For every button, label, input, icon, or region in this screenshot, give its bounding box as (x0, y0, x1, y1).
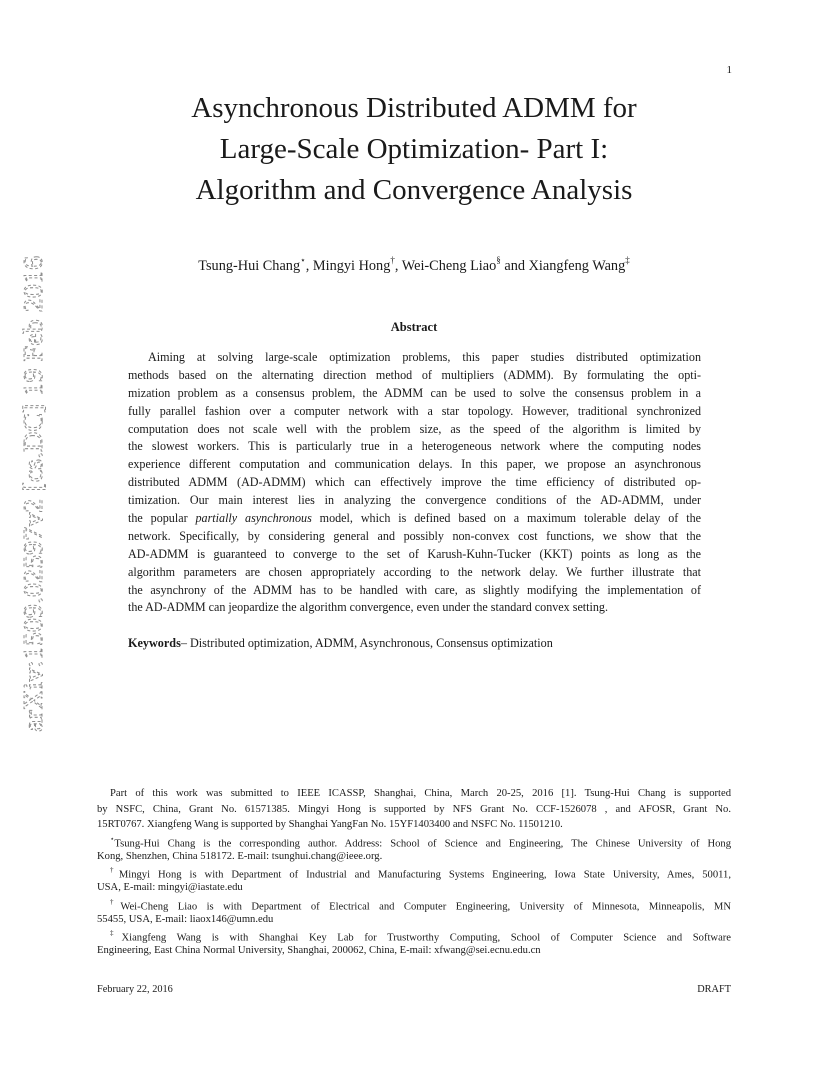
keywords (128, 636, 553, 651)
footnote-mark: † (110, 897, 121, 906)
footnote-line: by NSFC, China, Grant No. 61571385. Mingyi Hong is supported by NFS Grant No. CCF-1526078 , and AFOSR, Grant No. (97, 803, 731, 815)
abstract-heading: Abstract (390, 320, 438, 334)
footnote-line (97, 927, 731, 943)
abstract-line: methods based on the alternating direction method of multipliers (ADMM). By formulating the opti- (128, 367, 701, 382)
keywords-text: Distributed optimization, ADMM, Asynchronous, Consensus optimization (189, 636, 553, 650)
footnote-text: Xiangfeng Wang is with Shanghai Key Lab for Trustworthy Computing, School of Computer Science and Software (121, 932, 732, 944)
title-line: Large-Scale Optimization- Part I: (219, 133, 609, 165)
abstract-line: mization problem as a consensus problem, the ADMM can be used to solve the consensus problem in a (128, 385, 701, 400)
abstract-line: the asynchrony of the ADMM has to be handled with care, as slightly modifying the implementation of (128, 582, 701, 597)
author-mark: ⋆ (300, 255, 306, 265)
abstract-line (128, 510, 701, 528)
author-name: , Wei-Cheng Liao (394, 257, 497, 274)
abstract-text: model, which is defined based on a maximum tolerable delay of the (311, 511, 701, 526)
keywords-label: Keywords (128, 636, 181, 650)
footnote-text: Wei-Cheng Liao is with Department of Electrical and Computer Engineering, University of Minnesota, Minneapolis, MN (120, 901, 731, 913)
footnote-line (97, 833, 731, 849)
abstract-line: computation does not scale well with the problem size, as the speed of the algorithm is limited by (128, 421, 701, 436)
abstract-line: Aiming at solving large-scale optimization problems, this paper studies distributed optimization (148, 350, 701, 364)
author-mark: § (496, 255, 501, 265)
footnote-line (97, 896, 731, 912)
abstract-text: the popular (128, 511, 196, 526)
footer-date: February 22, 2016 (97, 984, 173, 995)
abstract-line: timization. Our main interest lies in analyzing the convergence conditions of the AD-ADMM, under (128, 493, 701, 508)
author-name: and Xiangfeng Wang (500, 257, 626, 274)
footnote-line: Engineering, East China Normal University, Shanghai, 200062, China, E-mail: xfwang@sei.ecnu.edu.cn (97, 944, 541, 956)
title-line: Asynchronous Distributed ADMM for (191, 92, 637, 124)
author-list (96, 256, 732, 275)
abstract-body (128, 349, 701, 617)
author-mark: ‡ (625, 255, 630, 265)
abstract-line: fully parallel fashion over a computer network with a star topology. However, traditional synchronized (128, 403, 701, 418)
author-name: Tsung-Hui Chang (198, 257, 301, 274)
abstract-line: AD-ADMM is guaranteed to converge to the set of Karush-Kuhn-Tucker (KKT) points as long as the (128, 546, 701, 561)
emphasized-term: partially asynchronous (195, 511, 312, 526)
footnote-text: Mingyi Hong is with Department of Industrial and Manufacturing Systems Engineering, Iowa State University, Ames, 50011, (118, 869, 731, 881)
abstract-line: network. Specifically, by considering general and possibly non-convex cost functions, we show that the (128, 528, 701, 543)
footnote-line (97, 864, 731, 880)
footer-draft-label: DRAFT (697, 984, 731, 995)
footnote-line: 55455, USA, E-mail: liaox146@umn.edu (97, 913, 274, 925)
footnote-mark: ⋆ (110, 835, 115, 844)
abstract-line: distributed ADMM (AD-ADMM) which can effectively improve the time efficiency of distributed op- (128, 475, 701, 490)
keywords-dash: – (180, 636, 190, 650)
paper-title (96, 88, 732, 211)
page-number: 1 (726, 64, 732, 76)
footnote-line: USA, E-mail: mingyi@iastate.edu (97, 882, 243, 894)
arxiv-stamp (2, 252, 52, 736)
abstract-line: experience different computation and communication delays. In this paper, we propose an asynchronous (128, 457, 701, 472)
footnote-line: 15RT0767. Xiangfeng Wang is supported by Shanghai YangFan No. 15YF1403400 and NSFC No. 11501210. (97, 819, 563, 831)
footnote-mark: † (110, 866, 119, 875)
abstract-line: the slowest workers. This is particularly true in a heterogeneous network where the computing nodes (128, 439, 701, 454)
footnote-text: Tsung-Hui Chang is the corresponding author. Address: School of Science and Engineering, The Chinese University of Hong (114, 838, 731, 850)
footnote-mark: ‡ (110, 929, 122, 938)
abstract-line: algorithm parameters are chosen appropriately according to the network delay. We further illustrate that (128, 564, 701, 579)
abstract-line: the AD-ADMM can jeopardize the algorithm convergence, even under the standard convex setting. (128, 600, 609, 615)
author-mark: † (390, 255, 395, 265)
footnote-line: Part of this work was submitted to IEEE ICASSP, Shanghai, China, March 20-25, 2016 [1]. Tsung-Hui Chang is supported (110, 788, 731, 799)
title-line: Algorithm and Convergence Analysis (195, 174, 633, 206)
author-name: , Mingyi Hong (305, 257, 391, 274)
footnote-line: Kong, Shenzhen, China 518172. E-mail: tsunghui.chang@ieee.org. (97, 850, 383, 862)
arxiv-stamp-text: arXiv:1509.02597v2 [cs.DC] 19 Feb 2016 (18, 274, 48, 732)
footnotes (97, 786, 731, 959)
